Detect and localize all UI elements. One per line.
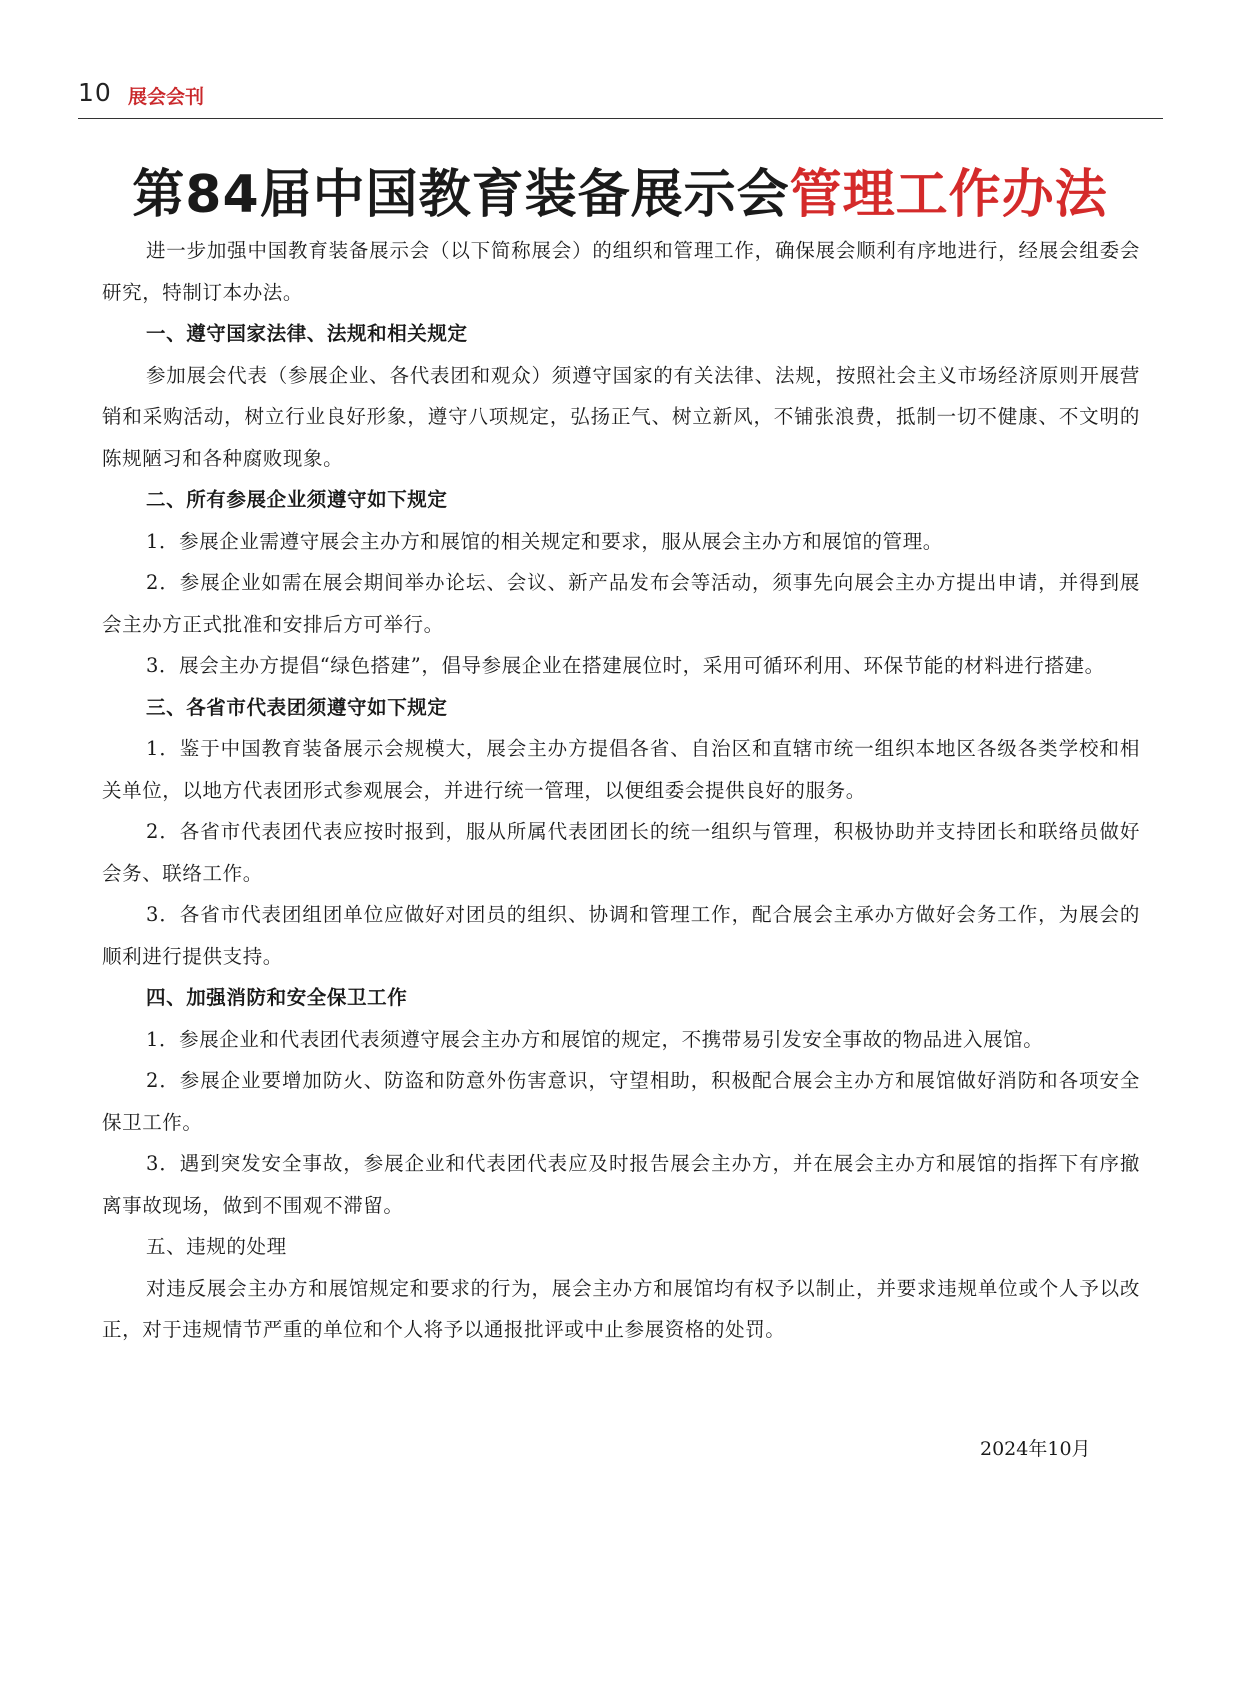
document-date: 2024年10月 [980, 1438, 1091, 1460]
title-black-part: 第84届中国教育装备展示会 [132, 165, 790, 225]
section-paragraph: 1．鉴于中国教育装备展示会规模大，展会主办方提倡各省、自治区和直辖市统一组织本地区各级各类学校和相关单位，以地方代表团形式参观展会，并进行统一管理，以便组委会提供良好的服务。 [102, 737, 1140, 802]
article-body [102, 230, 1140, 1351]
section-paragraph: 参加展会代表（参展企业、各代表团和观众）须遵守国家的有关法律、法规，按照社会主义市场经济原则开展营销和采购活动，树立行业良好形象，遵守八项规定，弘扬正气、树立新风，不铺张浪费，抵制一切不健康、不文明的陈规陋习和各种腐败现象。 [102, 363, 1140, 470]
section-paragraph: 3．展会主办方提倡“绿色搭建”，倡导参展企业在搭建展位时，采用可循环利用、环保节能的材料进行搭建。 [146, 654, 1105, 677]
section-paragraph: 1．参展企业需遵守展会主办方和展馆的相关规定和要求，服从展会主办方和展馆的管理。 [146, 529, 943, 553]
section-paragraph: 1．参展企业和代表团代表须遵守展会主办方和展馆的规定，不携带易引发安全事故的物品进入展馆。 [146, 1027, 1044, 1051]
section-paragraph: 对违反展会主办方和展馆规定和要求的行为，展会主办方和展馆均有权予以制止，并要求违规单位或个人予以改正，对于违规情节严重的单位和个人将予以通报批评或中止参展资格的处罚。 [102, 1276, 1140, 1341]
section-heading: 五、违规的处理 [146, 1235, 287, 1258]
section-heading: 二、所有参展企业须遵守如下规定 [146, 488, 448, 511]
section-paragraph: 3．遇到突发安全事故，参展企业和代表团代表应及时报告展会主办方，并在展会主办方和展馆的指挥下有序撤离事故现场，做到不围观不滞留。 [102, 1152, 1140, 1217]
section-paragraph: 2．参展企业如需在展会期间举办论坛、会议、新产品发布会等活动，须事先向展会主办方提出申请，并得到展会主办方正式批准和安排后方可举行。 [102, 571, 1140, 636]
page-header [78, 78, 1163, 119]
section-paragraph: 2．各省市代表团代表应按时报到，服从所属代表团团长的统一组织与管理，积极协助并支持团长和联络员做好会务、联络工作。 [102, 820, 1140, 885]
section-paragraph: 2．参展企业要增加防火、防盗和防意外伤害意识，守望相助，积极配合展会主办方和展馆做好消防和各项安全保卫工作。 [102, 1069, 1140, 1134]
page-title [0, 152, 1240, 227]
page-number: 10 [78, 78, 112, 107]
section-paragraph: 3．各省市代表团组团单位应做好对团员的组织、协调和管理工作，配合展会主承办方做好会务工作，为展会的顺利进行提供支持。 [102, 903, 1140, 968]
section-heading: 三、各省市代表团须遵守如下规定 [146, 695, 448, 719]
magazine-name: 展会会刊 [128, 86, 205, 108]
section-heading: 一、遵守国家法律、法规和相关规定 [146, 322, 468, 345]
title-red-part: 管理工作办法 [789, 165, 1108, 225]
intro-paragraph: 进一步加强中国教育装备展示会（以下简称展会）的组织和管理工作，确保展会顺利有序地进行，经展会组委会研究，特制订本办法。 [102, 239, 1140, 304]
section-heading: 四、加强消防和安全保卫工作 [146, 986, 408, 1009]
